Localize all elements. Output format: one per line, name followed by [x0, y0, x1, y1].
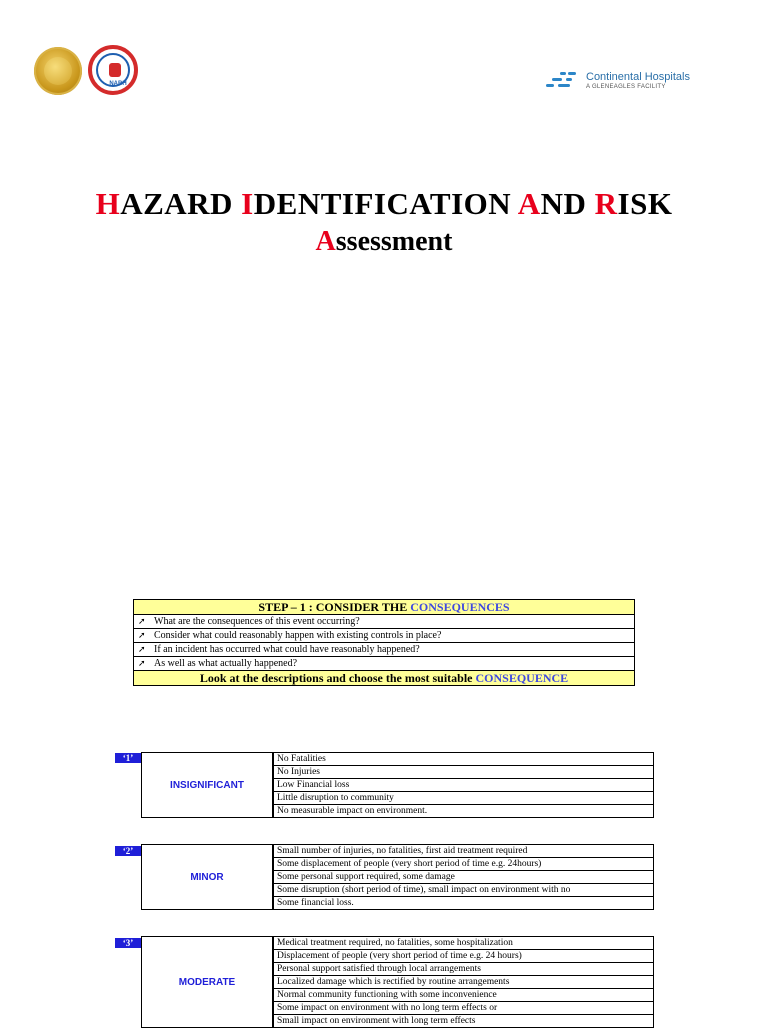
consequence-level-minor: MINOR — [141, 844, 273, 910]
step-question: ➚ If an incident has occurred what could have reasonably happened? — [134, 643, 635, 657]
consequence-level-moderate: MODERATE — [141, 936, 273, 1028]
step-question: ➚ Consider what could reasonably happen with existing controls in place? — [134, 629, 635, 643]
hospital-name: Continental Hospitals — [586, 71, 690, 83]
consequence-descriptions-2 — [273, 844, 654, 910]
description-row: Small number of injuries, no fatalities, first aid treatment required — [274, 845, 654, 858]
description-row: Personal support satisfied through local arrangements — [274, 963, 654, 976]
description-row: Some displacement of people (very short period of time e.g. 24hours) — [274, 858, 654, 871]
continental-hospitals-logo — [546, 70, 690, 92]
description-row: Some disruption (short period of time), small impact on environment with no — [274, 884, 654, 897]
description-row: No Injuries — [274, 766, 654, 779]
description-row: Some personal support required, some damage — [274, 871, 654, 884]
consequence-descriptions-1 — [273, 752, 654, 818]
description-row: Localized damage which is rectified by routine arrangements — [274, 976, 654, 989]
step-heading: STEP – 1 : CONSIDER THE CONSEQUENCES — [134, 600, 635, 615]
consequence-descriptions-3 — [273, 936, 654, 1028]
arrow-bullet-icon: ➚ — [138, 658, 146, 668]
description-row: No Fatalities — [274, 753, 654, 766]
document-title-line1: HAZARD IDENTIFICATION AND RISK — [95, 186, 673, 221]
consequence-level-insignificant: INSIGNIFICANT — [141, 752, 273, 818]
description-row: Normal community functioning with some inconvenience — [274, 989, 654, 1002]
description-row: Small impact on environment with long term effects — [274, 1015, 654, 1028]
consequence-number-1: ‘1’ — [115, 753, 141, 763]
step-question: ➚ What are the consequences of this event occurring? — [134, 615, 635, 629]
description-row: Some financial loss. — [274, 897, 654, 910]
consequence-number-2: ‘2’ — [115, 846, 141, 856]
description-row: Little disruption to community — [274, 792, 654, 805]
hospital-subtitle: A GLENEAGLES FACILITY — [586, 84, 666, 90]
step-footer: Look at the descriptions and choose the most suitable CONSEQUENCE — [134, 671, 635, 686]
nabh-accreditation-logo: NABH — [88, 45, 138, 95]
description-row: Low Financial loss — [274, 779, 654, 792]
description-row: Displacement of people (very short period of time e.g. 24 hours) — [274, 950, 654, 963]
document-title-line2: Assessment — [315, 226, 453, 257]
arrow-bullet-icon: ➚ — [138, 644, 146, 654]
step-question: ➚ As well as what actually happened? — [134, 657, 635, 671]
description-row: Some impact on environment with no long term effects or — [274, 1002, 654, 1015]
description-row: No measurable impact on environment. — [274, 805, 654, 818]
description-row: Medical treatment required, no fatalities, some hospitalization — [274, 937, 654, 950]
hospital-mark-icon — [546, 70, 580, 92]
consequence-number-3: ‘3’ — [115, 938, 141, 948]
jci-accreditation-logo — [34, 47, 82, 95]
arrow-bullet-icon: ➚ — [138, 630, 146, 640]
step-1-box — [133, 599, 635, 686]
arrow-bullet-icon: ➚ — [138, 616, 146, 626]
